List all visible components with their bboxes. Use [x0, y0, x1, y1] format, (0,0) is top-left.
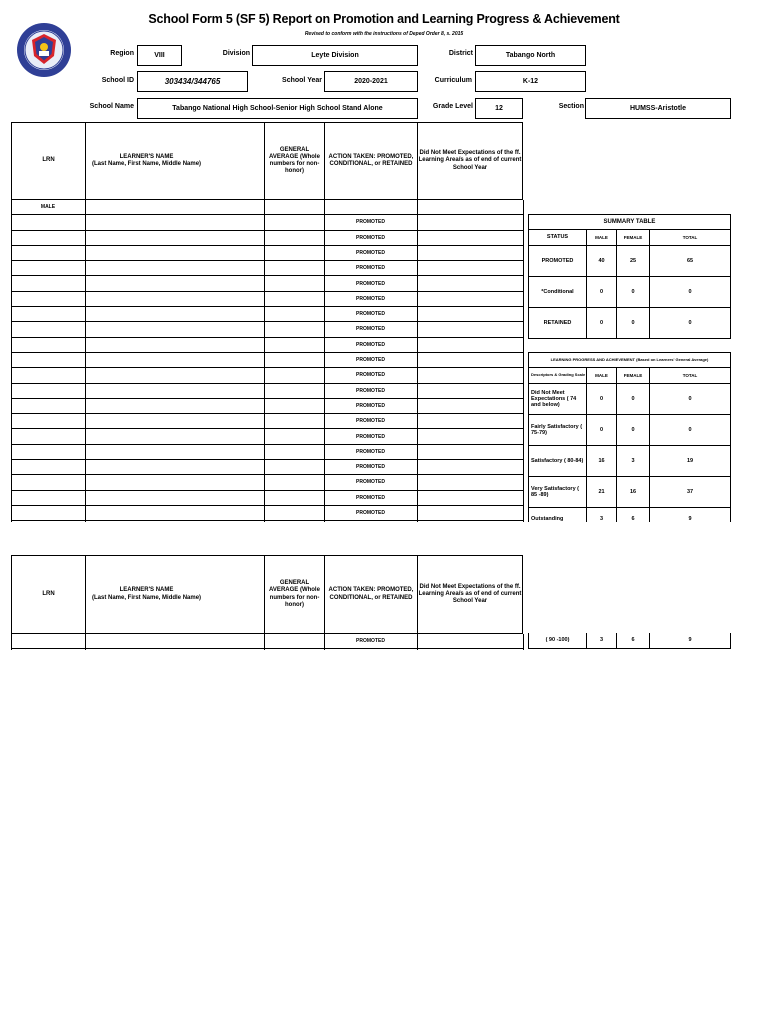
table-row [11, 414, 523, 429]
table-row [11, 491, 523, 506]
table-row [11, 460, 523, 475]
summary-cell-female: 0 [616, 307, 650, 339]
progress-cell-female: 16 [616, 476, 650, 508]
table-row [11, 215, 523, 230]
action-cell: PROMOTED [356, 295, 385, 302]
school-year-label: School Year [282, 77, 322, 84]
school-year-field[interactable]: 2020-2021 [324, 71, 418, 92]
male-label: MALE [40, 204, 56, 210]
table-row [11, 475, 523, 490]
col-header-lrn-2: LRN [11, 555, 86, 634]
school-id-field[interactable]: 303434/344765 [137, 71, 248, 92]
progress-cell-total: 0 [649, 414, 731, 446]
summary-cell-total: 0 [649, 307, 731, 339]
table-row [11, 384, 523, 399]
summary-cell-total: 0 [649, 276, 731, 308]
column-divider [523, 634, 524, 650]
progress-cell-female: 6 [616, 507, 650, 522]
curriculum-field[interactable]: K-12 [475, 71, 586, 92]
curriculum-label: Curriculum [434, 77, 472, 84]
progress-h-desc: Descriptors & Grading Scale [528, 367, 587, 384]
progress-cell-male: 0 [586, 414, 617, 446]
division-field[interactable]: Leyte Division [252, 45, 418, 66]
column-divider [523, 200, 524, 522]
col-header-lrn: LRN [11, 122, 86, 200]
action-cell: PROMOTED [356, 341, 385, 348]
progress-title: LEARNING PROGRESS AND ACHIEVEMENT (Based on Learners' General Average) [528, 352, 731, 368]
school-name-field[interactable]: Tabango National High School-Senior High School Stand Alone [137, 98, 418, 119]
school-name-label: School Name [89, 103, 134, 110]
col-header-not-met: Did Not Meet Expectations of the ff. Learning Area/s as of end of current School Year [417, 122, 523, 200]
progress-cell-desc: Very Satisfactory ( 85 -89) [528, 476, 587, 508]
summary-cell-female: 25 [616, 245, 650, 277]
action-cell: PROMOTED [356, 357, 385, 363]
summary-h-total: TOTAL [649, 229, 731, 246]
col-header-average-2: GENERAL AVERAGE (Whole numbers for non-honor) [264, 555, 325, 634]
progress-cell-female: 0 [616, 383, 650, 415]
division-label: Division [222, 50, 250, 57]
col-header-action: ACTION TAKEN: PROMOTED, CONDITIONAL, or RETAINED [324, 122, 418, 200]
action-cell: PROMOTED [356, 464, 385, 471]
progress-cell-desc: Outstanding [528, 507, 587, 522]
progress-h-total: TOTAL [649, 367, 731, 384]
table-row [11, 307, 523, 322]
summary-title: SUMMARY TABLE [528, 214, 731, 230]
column-divider [264, 200, 265, 522]
summary-cell-male: 40 [586, 245, 617, 277]
table-row [11, 200, 523, 215]
action-cell: PROMOTED [356, 219, 385, 226]
form-title: School Form 5 (SF 5) Report on Promotion and Learning Progress & Achievement [148, 12, 620, 26]
column-divider [264, 634, 265, 650]
progress-cell-male: 3 [586, 507, 617, 522]
region-label: Region [110, 50, 134, 57]
action-cell: PROMOTED [356, 249, 385, 256]
grade-level-label: Grade Level [432, 103, 473, 110]
progress-cell-female: 0 [616, 414, 650, 446]
column-divider [11, 634, 12, 650]
district-field[interactable]: Tabango North [475, 45, 586, 66]
school-id-label: School ID [101, 77, 134, 84]
table-row [11, 445, 523, 460]
action-cell: PROMOTED [356, 418, 385, 425]
table-row [11, 246, 523, 261]
table-row [11, 634, 523, 649]
summary-cell-male: 0 [586, 307, 617, 339]
col-header-name-2: LEARNER'S NAME (Last Name, First Name, Middle Name) [85, 555, 265, 634]
progress-cell-male: 0 [586, 383, 617, 415]
summary-cell-status: *Conditional [528, 276, 587, 308]
table-row [11, 506, 523, 521]
column-divider [11, 200, 12, 522]
progress-cell-female: 3 [616, 445, 650, 477]
action-cell: PROMOTED [356, 638, 385, 644]
column-divider [85, 634, 86, 650]
table-row [11, 430, 523, 445]
section-field[interactable]: HUMSS-Aristotle [585, 98, 731, 119]
table-row [11, 353, 523, 368]
progress-cont-total: 9 [649, 633, 731, 649]
progress-cell-desc: Fairly Satisfactory ( 75-79) [528, 414, 587, 446]
table-row [11, 277, 523, 292]
grade-level-field[interactable]: 12 [475, 98, 523, 119]
summary-cell-total: 65 [649, 245, 731, 277]
col-header-not-met-2: Did Not Meet Expectations of the ff. Learning Area/s as of end of current School Year [417, 555, 523, 634]
col-header-action-2: ACTION TAKEN: PROMOTED, CONDITIONAL, or RETAINED [324, 555, 418, 634]
progress-cell-total: 0 [649, 383, 731, 415]
progress-cont-male: 3 [586, 633, 617, 649]
action-cell: PROMOTED [356, 265, 385, 272]
progress-cell-male: 16 [586, 445, 617, 477]
action-cell: PROMOTED [356, 372, 385, 379]
action-cell: PROMOTED [356, 311, 385, 318]
summary-cell-female: 0 [616, 276, 650, 308]
action-cell: PROMOTED [356, 402, 385, 409]
column-divider [417, 634, 418, 650]
column-divider [324, 200, 325, 522]
column-divider [417, 215, 418, 521]
summary-cell-male: 0 [586, 276, 617, 308]
action-cell: PROMOTED [356, 494, 385, 501]
summary-cell-status: PROMOTED [528, 245, 587, 277]
col-header-name: LEARNER'S NAME (Last Name, First Name, Middle Name) [85, 122, 265, 200]
table-row [11, 368, 523, 383]
form-subtitle: Revised to conform with the instructions of Deped Order 8, s. 2015 [304, 31, 464, 37]
col-header-average: GENERAL AVERAGE (Whole numbers for non-honor) [264, 122, 325, 200]
progress-cell-male: 21 [586, 476, 617, 508]
progress-h-male: MALE [586, 367, 617, 384]
table-row [11, 322, 523, 337]
progress-cont-desc: ( 90 -100) [528, 633, 587, 649]
action-cell: PROMOTED [356, 387, 385, 394]
table-row [11, 231, 523, 246]
progress-cell-total: 9 [649, 507, 731, 522]
progress-cont-female: 6 [616, 633, 650, 649]
progress-cell-total: 37 [649, 476, 731, 508]
action-cell: PROMOTED [356, 234, 385, 241]
action-cell: PROMOTED [356, 479, 385, 486]
table-row [11, 292, 523, 307]
summary-h-female: FEMALE [616, 229, 650, 246]
action-cell: PROMOTED [356, 326, 385, 333]
table-row [11, 399, 523, 414]
progress-h-female: FEMALE [616, 367, 650, 384]
action-cell: PROMOTED [356, 280, 385, 287]
summary-h-status: STATUS [528, 229, 587, 246]
table-row [11, 261, 523, 276]
action-cell: PROMOTED [356, 510, 385, 516]
summary-cell-status: RETAINED [528, 307, 587, 339]
summary-h-male: MALE [586, 229, 617, 246]
table-row [11, 338, 523, 353]
section-label: Section [558, 103, 584, 110]
district-label: District [448, 50, 473, 57]
progress-cell-desc: Satisfactory ( 80-84) [528, 445, 587, 477]
progress-cell-desc: Did Not Meet Expectations ( 74 and below) [528, 383, 587, 415]
region-field[interactable]: VIII [137, 45, 182, 66]
column-divider [85, 200, 86, 522]
progress-cell-total: 19 [649, 445, 731, 477]
action-cell: PROMOTED [356, 433, 385, 440]
action-cell: PROMOTED [356, 448, 385, 455]
